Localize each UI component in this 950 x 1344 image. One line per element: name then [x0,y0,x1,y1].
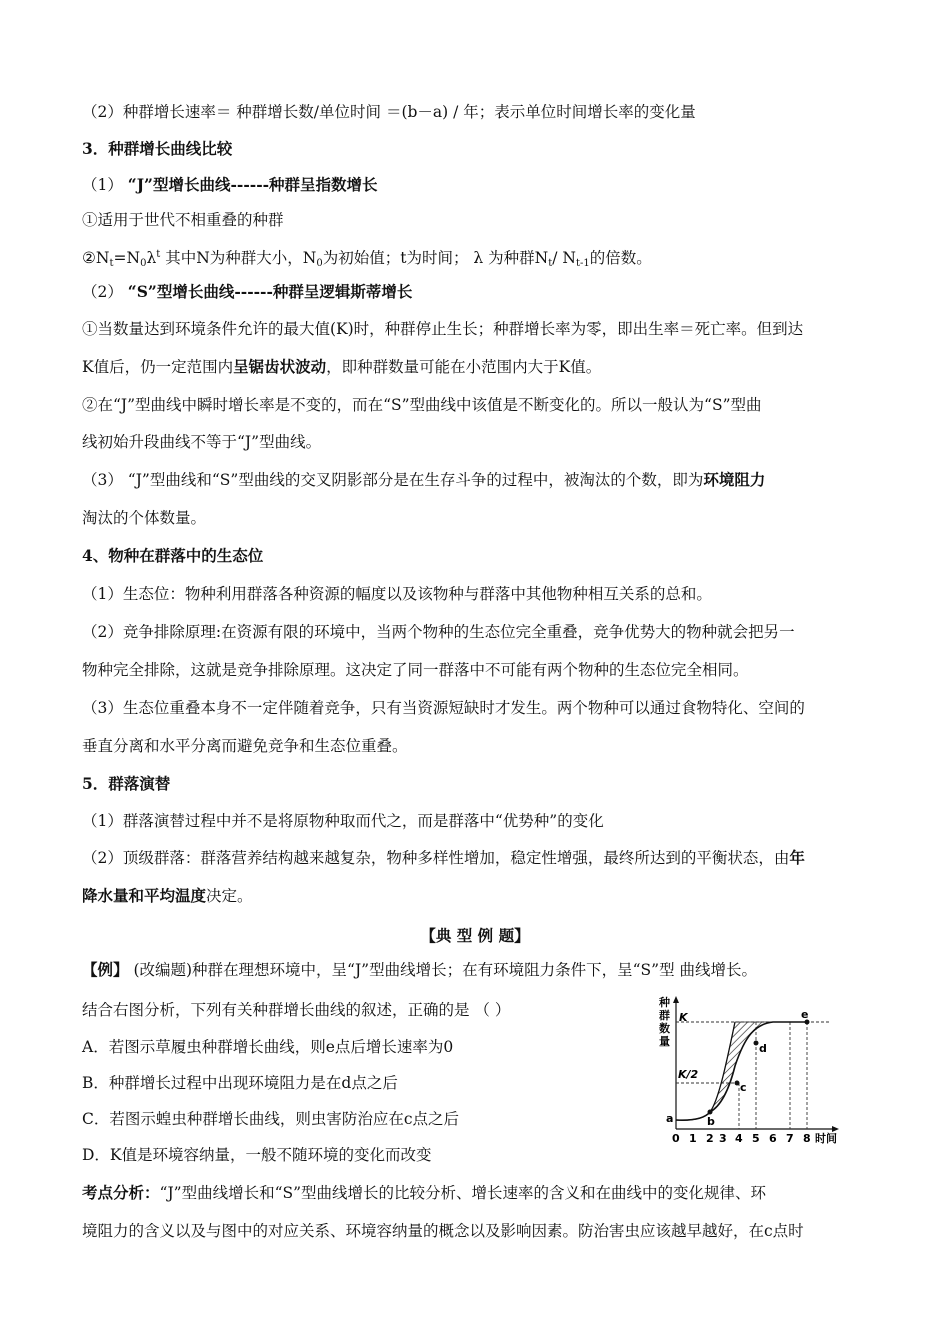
text-segment: D．K值是环境容纳量，一般不随环境的变化而改变 [82,1146,432,1164]
text-line [82,660,749,680]
text-segment: 4、物种在群落中的生态位 [82,546,264,565]
text-segment: t [548,258,553,269]
text-segment: ②在“J”型曲线中瞬时增长率是不变的，而在“S”型曲线中该值是不断变化的。所以一般认为“S”型曲 [82,396,762,414]
y-axis-label-2: 群 [659,1009,670,1022]
text-segment: “J”型增长曲线------种群呈指数增长 [127,175,378,194]
x-axis-label: 时间 [815,1132,837,1145]
text-segment: （1）生态位：物种利用群落各种资源的幅度以及该物种与群落中其他物种相互关系的总和。 [82,585,712,603]
text-segment: （2）竞争排除原理:在资源有限的环境中，当两个物种的生态位完全重叠，竞争优势大的物种就会把另一 [82,623,795,641]
x-tick-4: 4 [735,1132,743,1145]
text-segment: t [156,249,161,260]
text-line [82,1037,453,1057]
text-segment: 考点分析： [82,1183,160,1202]
text-line [82,811,604,831]
text-line [82,395,762,415]
text-segment: 线初始升段曲线不等于“J”型曲线。 [82,433,322,451]
point-c [735,1081,740,1086]
text-segment: 3．种群增长曲线比较 [82,139,233,158]
text-segment: 环境阻力 [703,470,766,489]
text-line [82,1221,804,1241]
text-line [82,245,652,274]
text-segment: （1） [82,176,128,194]
text-segment: 【例】 [82,960,129,979]
x-tick-5: 5 [752,1132,760,1145]
x-tick-7: 7 [786,1132,794,1145]
text-segment: ①当数量达到环境条件允许的最大值(K)时，种群停止生长；种群增长率为零，即出生率＝死亡率。但到达 [82,320,804,338]
text-line [82,960,757,980]
text-segment: 为初始值；t为时间； λ 为种群N [322,249,549,267]
text-segment: （3）生态位重叠本身不一定伴随着竞争，只有当资源短缺时才发生。两个物种可以通过食物特化、空间的 [82,699,805,717]
point-d [754,1041,759,1046]
text-segment: ，即种群数量可能在小范围内大于K值。 [326,358,602,376]
text-line [82,357,601,377]
text-segment: t-1 [575,258,590,269]
text-line [82,546,263,566]
x-tick-6: 6 [769,1132,777,1145]
x-tick-8: 8 [803,1132,811,1145]
point-label-c: c [740,1081,747,1094]
text-line [82,622,795,642]
environmental-resistance-region [710,1022,773,1112]
text-segment: 决定。 [206,887,253,905]
section-heading: 【典 型 例 题】 [420,926,530,945]
point-b [708,1110,713,1115]
text-segment: ②N [82,249,110,267]
x-tick-0: 0 [672,1132,680,1145]
text-segment: “S”型增长曲线------种群呈逻辑斯蒂增长 [127,282,413,301]
text-segment: 境阻力的含义以及与图中的对应关系、环境容纳量的概念以及影响因素。防治害虫应该越早越好，在c点时 [82,1222,804,1240]
text-line [82,175,378,195]
text-line [82,1109,459,1129]
y-axis-label-4: 量 [659,1035,670,1048]
text-line [82,319,803,339]
text-segment: 的倍数。 [589,249,652,267]
x-tick-3: 3 [719,1132,727,1145]
text-segment: t [109,258,114,269]
k-label: K [679,1011,688,1024]
text-segment: 淘汰的个体数量。 [82,509,207,527]
text-segment: （3） “J”型曲线和“S”型曲线的交叉阴影部分是在生存斗争的过程中，被淘汰的个数，即为 [82,471,704,489]
text-segment: ①适用于世代不相重叠的种群 [82,211,284,229]
y-axis-arrow [673,996,679,1003]
text-segment: （2）顶级群落：群落营养结构越来越复杂，物种多样性增加，稳定性增强，最终所达到的平衡状态，由 [82,849,790,867]
point-label-b: b [707,1115,715,1128]
text-line [82,848,805,868]
text-line [82,470,765,490]
text-segment: 降水量和平均温度 [82,886,207,905]
text-line [82,584,712,604]
text-segment: λ [146,249,157,267]
text-line [82,139,232,159]
text-segment: 其中N为种群大小，N [160,249,317,267]
text-segment: C．若图示蝗虫种群增长曲线，则虫害防治应在c点之后 [82,1110,460,1128]
y-axis-label-1: 种 [659,996,670,1009]
text-line [82,1073,398,1093]
text-segment: （1）群落演替过程中并不是将原物种取而代之，而是群落中“优势种”的变化 [82,812,604,830]
text-segment: B．种群增长过程中出现环境阻力是在d点之后 [82,1074,398,1092]
k-half-label: K/2 [678,1068,699,1081]
text-segment: (改编题)种群在理想环境中，呈“J”型曲线增长；在有环境阻力条件下，呈“S”型 曲线增长。 [128,961,757,979]
text-segment: 年 [789,848,805,867]
text-segment: 呈锯齿状波动 [233,357,327,376]
population-growth-figure [655,994,845,1146]
text-line [82,282,412,302]
text-segment: 物种完全排除，这就是竞争排除原理。这决定了同一群落中不可能有两个物种的生态位完全相同。 [82,661,749,679]
text-line [82,1183,766,1203]
point-label-e: e [801,1008,809,1021]
text-line [82,432,321,452]
text-segment: A．若图示草履虫种群增长曲线，则e点后增长速率为0 [82,1038,454,1056]
text-segment: K值后，仍一定范围内 [82,358,234,376]
x-tick-1: 1 [689,1132,697,1145]
text-segment: 垂直分离和水平分离而避免竞争和生态位重叠。 [82,737,408,755]
text-segment: “J”型曲线增长和“S”型曲线增长的比较分析、增长速率的含义和在曲线中的变化规律、环 [159,1184,767,1202]
text-segment: 0 [316,258,323,269]
text-segment: 结合右图分析，下列有关种群增长曲线的叙述，正确的是 （ ） [82,1001,511,1019]
text-line [82,698,805,718]
text-line [82,508,206,528]
text-line [82,736,408,756]
text-segment: 5．群落演替 [82,774,171,793]
text-segment: / N [552,249,576,267]
text-segment: （2） [82,283,128,301]
text-line [82,774,170,794]
y-axis-label-3: 数 [659,1022,670,1035]
point-label-a: a [666,1112,674,1125]
text-segment: （2）种群增长速率＝ 种群增长数/单位时间 ＝(b－a) / 年；表示单位时间增长率的变化量 [82,103,696,121]
x-tick-2: 2 [706,1132,714,1145]
text-line [82,1000,510,1020]
text-line [82,886,253,906]
text-line [82,102,696,122]
text-line [82,210,284,230]
point-label-d: d [759,1042,767,1055]
text-segment: 0 [140,258,147,269]
text-line [82,1145,432,1165]
text-segment: =N [113,249,141,267]
